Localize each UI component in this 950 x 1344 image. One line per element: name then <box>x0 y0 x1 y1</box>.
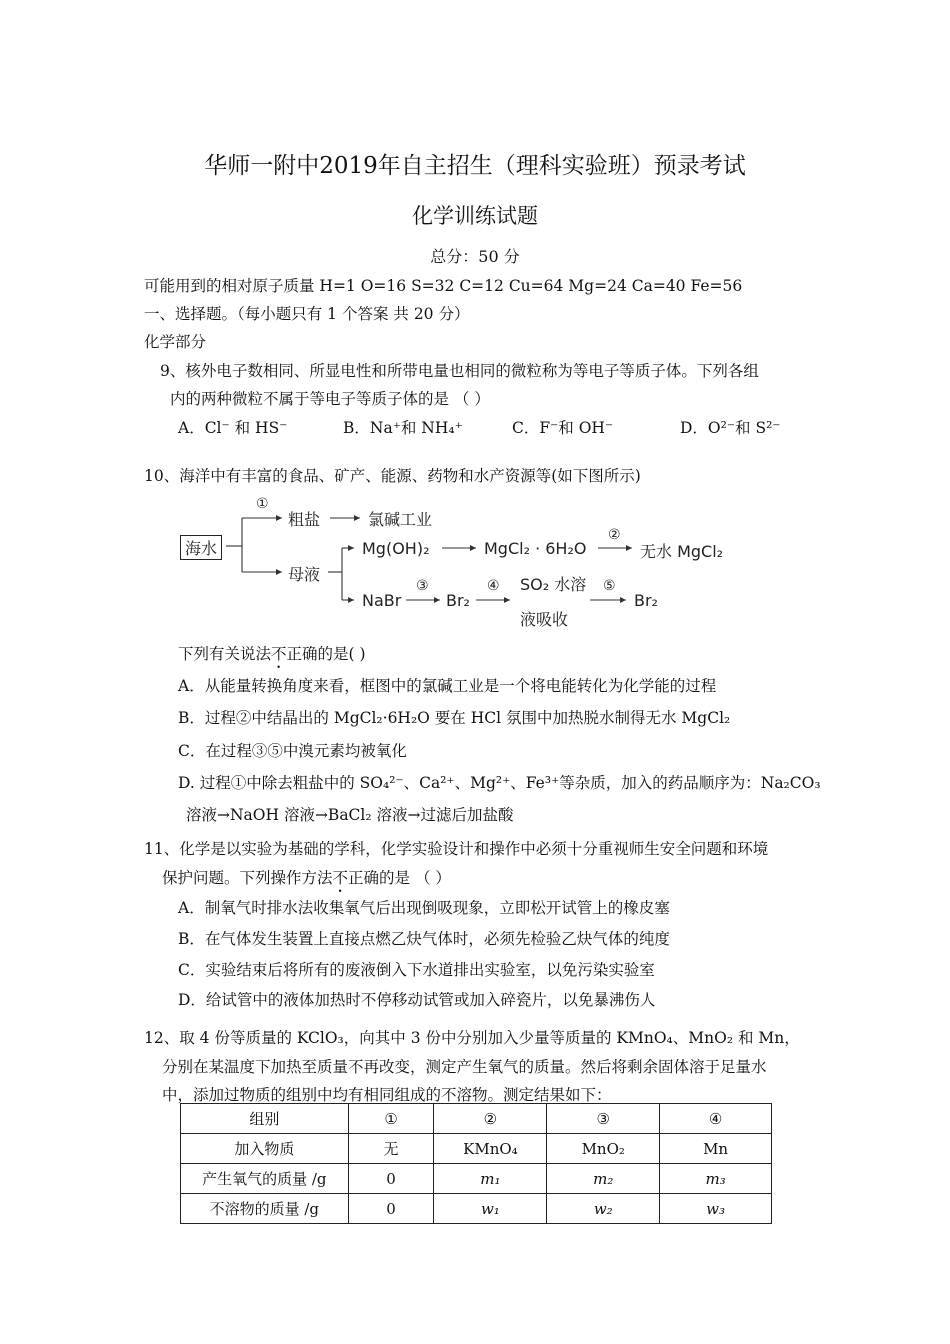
table-cell: Mn <box>660 1134 772 1164</box>
q10-option-c: C．在过程③⑤中溴元素均被氧化 <box>178 742 407 760</box>
q12-stem-line1: 12、取 4 份等质量的 KClO₃，向其中 3 份中分别加入少量等质量的 KMnO₄、MnO₂ 和 Mn， <box>144 1029 800 1047</box>
table-cell: w₁ <box>434 1194 547 1224</box>
atomic-masses: 可能用到的相对原子质量 H=1 O=16 S=32 C=12 Cu=64 Mg=24 Ca=40 Fe=56 <box>144 277 743 295</box>
step1-marker: ① <box>256 496 269 512</box>
table-header-cell: ① <box>348 1104 434 1134</box>
table-cell: 0 <box>348 1194 434 1224</box>
q12-stem-line3: 中，添加过物质的组别中均有相同组成的不溶物。测定结果如下： <box>162 1086 612 1104</box>
q9-option-d: D．O²⁻和 S²⁻ <box>680 419 781 437</box>
table-cell: 加入物质 <box>181 1134 349 1164</box>
q11-option-c: C．实验结束后将所有的废液倒入下水道排出实验室，以免污染实验室 <box>178 961 655 979</box>
table-cell: KMnO₄ <box>434 1134 547 1164</box>
total-score: 总分：50 分 <box>430 247 520 266</box>
anhydrous-mgcl2-label: 无水 MgCl₂ <box>640 542 724 561</box>
br2-label-a: Br₂ <box>446 591 470 610</box>
q9-stem-line2: 内的两种微粒不属于等电子等质子体的是 （ ） <box>170 390 490 408</box>
nabr-label: NaBr <box>362 591 402 610</box>
q9-option-b: B．Na⁺和 NH₄⁺ <box>343 419 463 437</box>
q11-stem-line1: 11、化学是以实验为基础的学科，化学实验设计和操作中必须十分重视师生安全问题和环境 <box>144 840 769 858</box>
q11-option-a: A．制氧气时排水法收集氧气后出现倒吸现象，立即松开试管上的橡皮塞 <box>178 899 670 917</box>
q12-stem-line2: 分别在某温度下加热至质量不再改变，测定产生氧气的质量。然后将剩余固体溶于足量水 <box>162 1058 767 1076</box>
q9-option-c: C．F⁻和 OH⁻ <box>512 419 614 437</box>
table-header-cell: ③ <box>547 1104 660 1134</box>
mother-liquor-label: 母液 <box>288 565 321 584</box>
step3-marker: ③ <box>416 578 429 594</box>
seawater-box: 海水 <box>180 535 222 560</box>
table-cell: w₃ <box>660 1194 772 1224</box>
q9-stem-line1: 9、核外电子数相同、所显电性和所带电量也相同的微粒称为等电子等质子体。下列各组 <box>160 362 759 380</box>
step2-marker: ② <box>608 527 621 543</box>
exam-subtitle: 化学训练试题 <box>412 204 538 228</box>
table-header-row <box>181 1104 772 1134</box>
q10-option-d-line2: 溶液→NaOH 溶液→BaCl₂ 溶液→过滤后加盐酸 <box>186 806 514 824</box>
table-cell: 不溶物的质量 /g <box>181 1194 349 1224</box>
so2-absorb-label-1: SO₂ 水溶 <box>520 575 587 594</box>
mgoh2-label: Mg(OH)₂ <box>362 539 430 558</box>
part-label: 化学部分 <box>144 333 207 351</box>
step4-marker: ④ <box>487 578 500 594</box>
table-cell: m₂ <box>547 1164 660 1194</box>
q10-stem: 10、海洋中有丰富的食品、矿产、能源、药物和水产资源等(如下图所示) <box>144 467 641 485</box>
table-cell: 无 <box>348 1134 434 1164</box>
table-header-cell: 组别 <box>181 1104 349 1134</box>
step5-marker: ⑤ <box>603 578 616 594</box>
br2-label-b: Br₂ <box>634 591 658 610</box>
table-header-cell: ② <box>434 1104 547 1134</box>
q10-prompt: 下列有关说法不正确的是( ) <box>178 645 366 663</box>
table-cell: 产生氧气的质量 /g <box>181 1164 349 1194</box>
q10-option-a: A．从能量转换角度来看，框图中的氯碱工业是一个将电能转化为化学能的过程 <box>178 677 717 695</box>
crude-salt-label: 粗盐 <box>288 510 321 529</box>
section-heading: 一、选择题。（每小题只有 1 个答案 共 20 分） <box>144 305 470 323</box>
table-row <box>181 1164 772 1194</box>
table-cell: 0 <box>348 1164 434 1194</box>
q9-option-a: A．Cl⁻ 和 HS⁻ <box>178 419 288 437</box>
q11-stem-line2: 保护问题。下列操作方法不正确的是 （ ） <box>162 869 451 887</box>
mgcl2-hydrate-label: MgCl₂ · 6H₂O <box>484 539 587 558</box>
exam-title: 华师一附中2019年自主招生（理科实验班）预录考试 <box>204 153 746 179</box>
table-cell: w₂ <box>547 1194 660 1224</box>
table-cell: m₁ <box>434 1164 547 1194</box>
so2-absorb-label-2: 液吸收 <box>520 610 569 629</box>
table-header-cell: ④ <box>660 1104 772 1134</box>
chlor-alkali-label: 氯碱工业 <box>368 510 433 529</box>
table-row <box>181 1194 772 1224</box>
table-row <box>181 1134 772 1164</box>
results-table <box>180 1103 772 1224</box>
table-cell: m₃ <box>660 1164 772 1194</box>
table-cell: MnO₂ <box>547 1134 660 1164</box>
q11-option-b: B．在气体发生装置上直接点燃乙炔气体时，必须先检验乙炔气体的纯度 <box>178 930 670 948</box>
q11-option-d: D．给试管中的液体加热时不停移动试管或加入碎瓷片，以免暴沸伤人 <box>178 991 656 1009</box>
q10-option-b: B．过程②中结晶出的 MgCl₂·6H₂O 要在 HCl 氛围中加热脱水制得无水 MgCl₂ <box>178 709 731 727</box>
q10-option-d-line1: D. 过程①中除去粗盐中的 SO₄²⁻、Ca²⁺、Mg²⁺、Fe³⁺等杂质，加入的药品顺序为：Na₂CO₃ <box>178 774 821 792</box>
